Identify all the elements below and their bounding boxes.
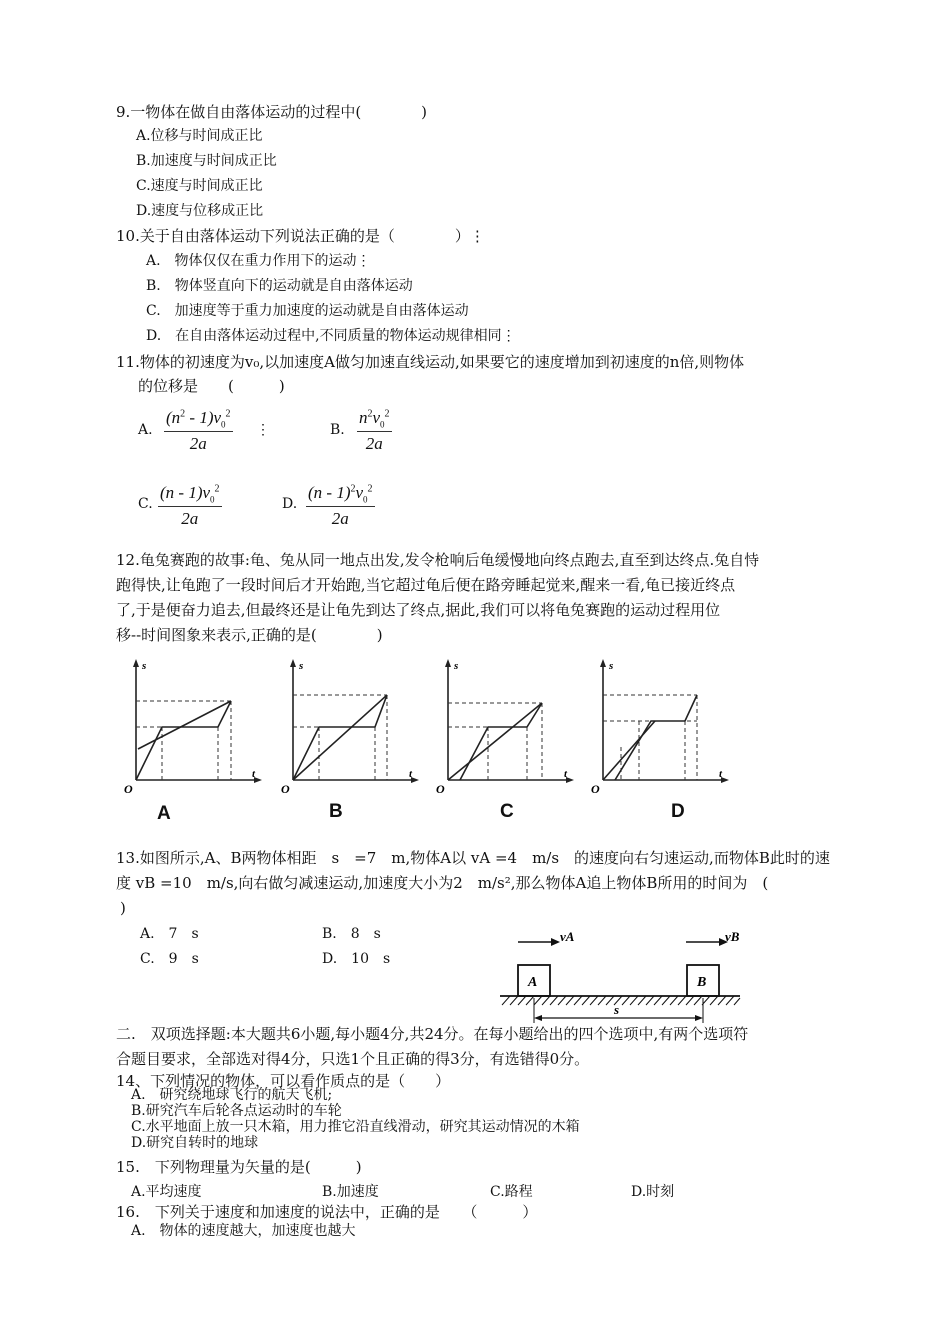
graph-d-label: D — [671, 801, 685, 822]
graph-a-label: A — [157, 803, 171, 824]
q12-line-4: 移--时间图象来表示,正确的是( ) — [116, 626, 383, 644]
graph-c-tortoise-line — [448, 703, 542, 780]
graph-a-y-arrow — [133, 659, 139, 667]
va-arrow-head — [551, 938, 560, 946]
graph-d — [585, 655, 735, 795]
q13-option-c: C. 9 s — [140, 951, 199, 967]
box-b-label: B — [697, 975, 707, 990]
q15-stem: 15. 下列物理量为矢量的是( ) — [116, 1158, 362, 1176]
q16-option-a: A. 物体的速度越大，加速度也越大 — [131, 1223, 356, 1239]
graph-c-s-label: s — [454, 660, 459, 672]
q9-option-b: B.加速度与时间成正比 — [136, 153, 277, 169]
graph-b-x-arrow — [411, 777, 419, 783]
graph-c-origin: O — [436, 782, 445, 795]
graph-a — [118, 655, 268, 795]
q11-option-a-label: A. — [138, 422, 153, 438]
q11-option-b-formula: $\frac{n^2v_0^2}{2a}$ — [359, 408, 390, 454]
q11-option-d-formula: $\frac{(n - 1)^2v_0^2}{2a}$ — [308, 483, 373, 529]
graph-c-hare-line — [460, 703, 542, 780]
graph-b-origin: O — [281, 782, 290, 795]
q15-option-a: A.平均速度 — [131, 1184, 202, 1200]
q10-stem: 10.关于自由落体运动下列说法正确的是（ ）⋮ — [116, 227, 485, 245]
q11-option-d-label: D. — [282, 496, 298, 512]
q9-option-c: C.速度与时间成正比 — [136, 178, 263, 194]
graph-d-tortoise-line — [603, 721, 655, 780]
q10-option-a: A. 物体仅仅在重力作用下的运动⋮ — [146, 253, 371, 269]
q15-option-b: B.加速度 — [322, 1184, 379, 1200]
graph-b-tortoise-line — [293, 695, 387, 780]
q15-option-d: D.时刻 — [631, 1184, 675, 1200]
graph-d-s-label: s — [609, 660, 614, 672]
va-label: vA — [560, 929, 575, 944]
q13-option-b: B. 8 s — [322, 926, 381, 942]
q13-option-d: D. 10 s — [322, 951, 391, 967]
vb-label: vB — [725, 929, 740, 944]
graph-b — [275, 655, 425, 795]
q11-option-b-label: B. — [330, 422, 345, 438]
graph-a-hare-line — [136, 701, 231, 780]
q11-option-a-mark: ⋮ — [256, 422, 270, 438]
graph-c — [430, 655, 580, 795]
graph-c-x-arrow — [566, 777, 574, 783]
q15-option-c: C.路程 — [490, 1184, 533, 1200]
graph-c-t-label: t — [564, 768, 568, 780]
graph-b-s-label: s — [299, 660, 304, 672]
q10-option-c: C. 加速度等于重力加速度的运动就是自由落体运动 — [146, 303, 469, 319]
section2-line-1: 二. 双项选择题:本大题共6小题,每小题4分,共24分。在每小题给出的四个选项中,有两个选项符 — [116, 1025, 749, 1043]
q9-option-d: D.速度与位移成正比 — [136, 203, 264, 219]
q14-option-b: B.研究汽车后轮各点运动时的车轮 — [131, 1103, 342, 1119]
graph-d-t-label: t — [719, 768, 723, 780]
q11-option-c-label: C. — [138, 496, 153, 512]
q13-line-2: 度 vB =10 m/s,向右做匀减速运动,加速度大小为2 m/s²,那么物体A追上物体B所用的时间为 ( — [116, 874, 769, 892]
q12-line-2: 跑得快,让龟跑了一段时间后才开始跑,当它超过龟后便在路旁睡起觉来,醒来一看,龟已接近终点 — [116, 576, 736, 594]
graph-d-origin: O — [591, 782, 600, 795]
graph-a-tortoise-line — [138, 701, 231, 749]
graph-c-y-arrow — [445, 659, 451, 667]
q13-figure — [496, 928, 746, 1026]
s-arrow-left — [534, 1015, 542, 1021]
graph-c-label: C — [500, 801, 514, 822]
ground-hatching — [502, 996, 740, 1005]
graph-a-s-label: s — [142, 660, 147, 672]
q14-option-c: C.水平地面上放一只木箱，用力推它沿直线滑动，研究其运动情况的木箱 — [131, 1119, 580, 1135]
graph-a-t-label: t — [252, 768, 256, 780]
q16-stem: 16. 下列关于速度和加速度的说法中，正确的是 （ ） — [116, 1203, 538, 1221]
q12-line-3: 了,于是便奋力追去,但最终还是让龟先到达了终点,据此,我们可以将龟兔赛跑的运动过程用位 — [116, 601, 721, 619]
graph-b-y-arrow — [290, 659, 296, 667]
section2-line-2: 合题目要求，全部选对得4分，只选1个且正确的得3分，有选错得0分。 — [116, 1050, 590, 1068]
graph-b-label: B — [329, 801, 343, 822]
q11-stem-line2: 的位移是 ( ) — [138, 377, 285, 395]
s-label: s — [614, 1002, 620, 1017]
graph-d-x-arrow — [721, 777, 729, 783]
q14-option-a: A. 研究绕地球飞行的航天飞机; — [131, 1087, 333, 1103]
q10-option-b: B. 物体竖直向下的运动就是自由落体运动 — [146, 278, 413, 294]
q13-line-3: ) — [120, 899, 126, 917]
q11-option-a-formula: $\frac{(n^2 - 1)v_0^2}{2a}$ — [166, 408, 231, 454]
q12-line-1: 12.龟兔赛跑的故事:龟、兔从同一地点出发,发令枪响后龟缓慢地向终点跑去,直至到达终点.兔自恃 — [116, 551, 760, 569]
q14-option-d: D.研究自转时的地球 — [131, 1135, 259, 1151]
s-arrow-right — [695, 1015, 703, 1021]
q10-option-d: D. 在自由落体运动过程中,不同质量的物体运动规律相同⋮ — [146, 328, 516, 344]
graph-a-origin: O — [124, 782, 133, 795]
q13-option-a: A. 7 s — [140, 926, 199, 942]
q9-stem: 9.一物体在做自由落体运动的过程中( ) — [116, 103, 428, 121]
q14-stem: 14、下列情况的物体，可以看作质点的是（ ） — [116, 1072, 451, 1090]
q11-stem-line1: 11.物体的初速度为v₀,以加速度A做匀加速直线运动,如果要它的速度增加到初速度的n倍,则物体 — [116, 353, 745, 371]
box-a-label: A — [528, 975, 538, 990]
q11-option-c-formula: $\frac{(n - 1)v_0^2}{2a}$ — [160, 483, 220, 529]
q13-line-1: 13.如图所示,A、B两物体相距 s =7 m,物体A以 vA =4 m/s 的速度向右匀速运动,而物体B此时的速 — [116, 849, 830, 867]
graph-a-x-arrow — [254, 777, 262, 783]
q9-option-a: A.位移与时间成正比 — [136, 128, 263, 144]
graph-d-y-arrow — [600, 659, 606, 667]
graph-b-t-label: t — [409, 768, 413, 780]
